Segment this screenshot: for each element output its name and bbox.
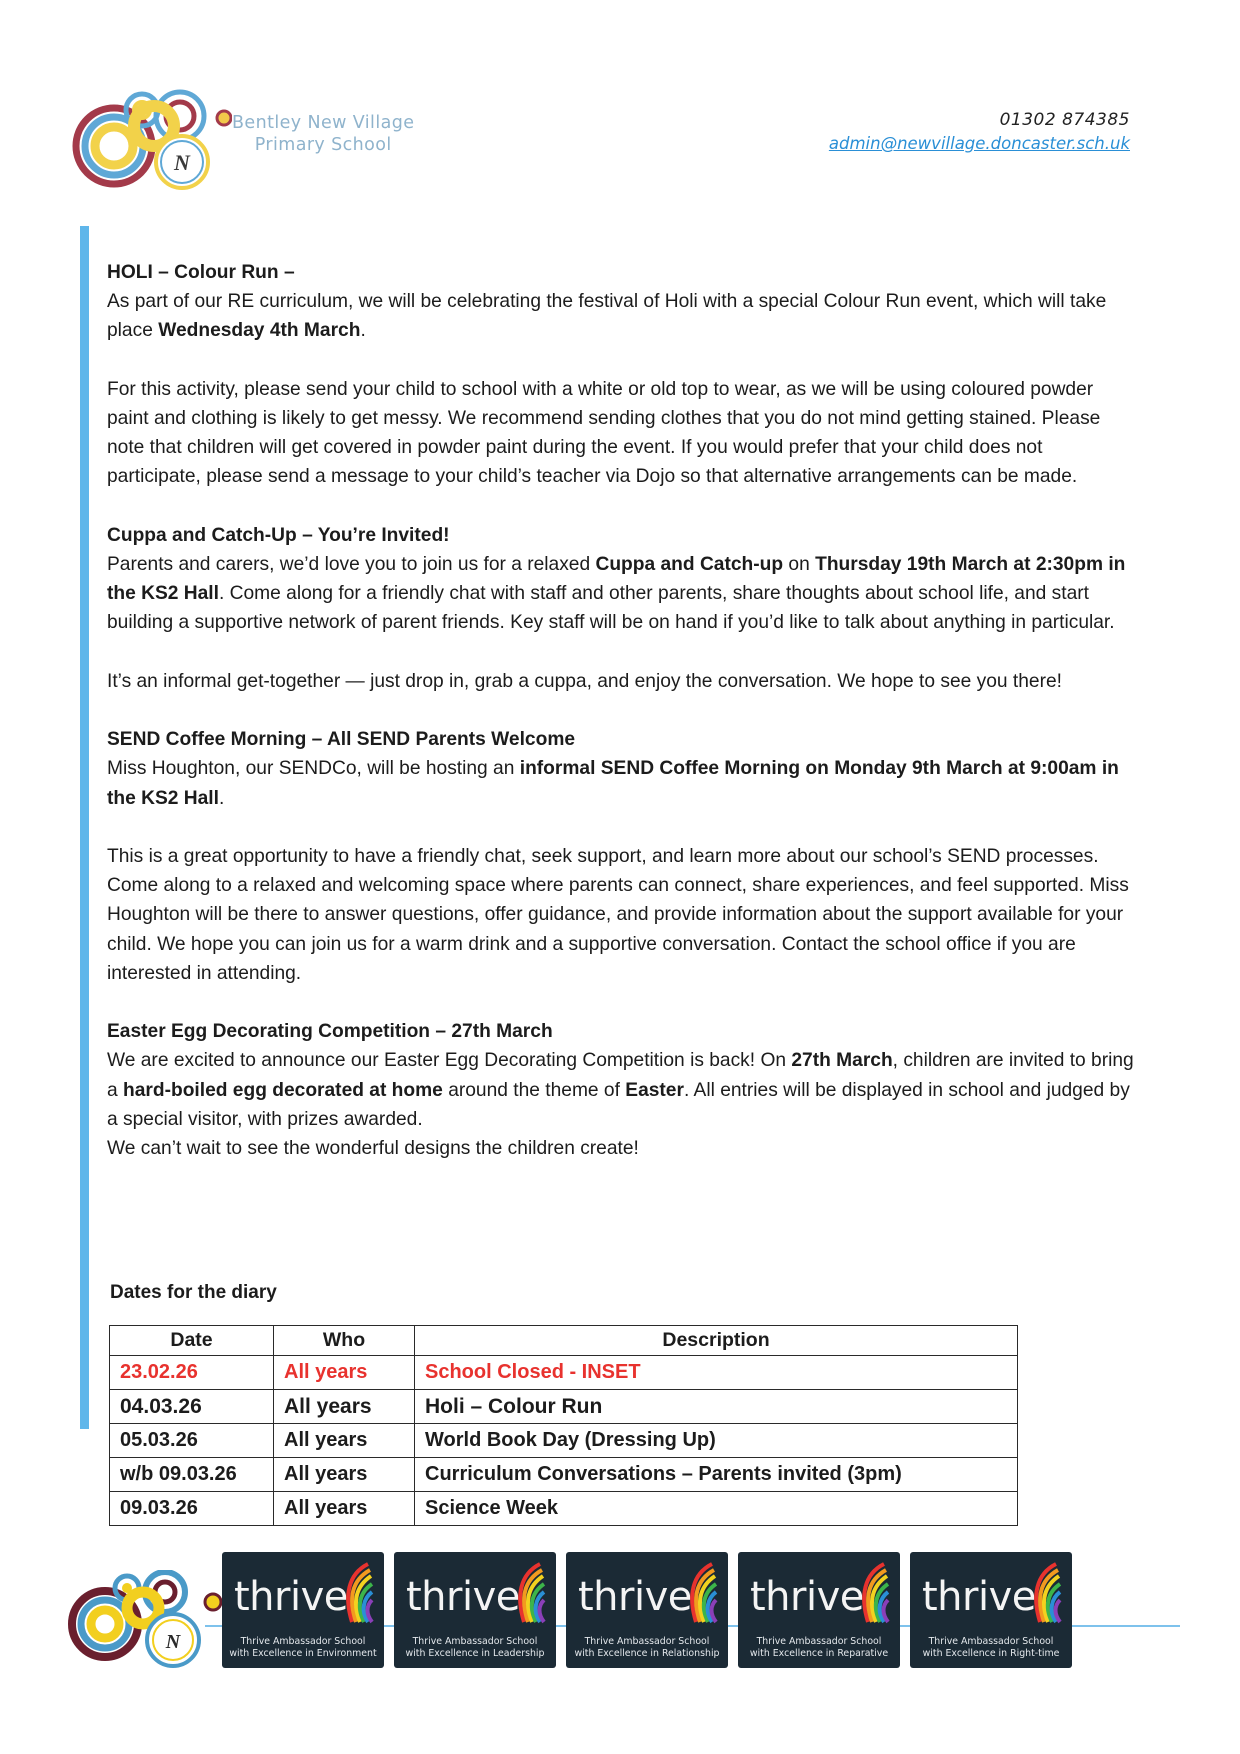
newsletter-content — [107, 258, 1137, 1163]
cell-who: All years — [274, 1424, 415, 1458]
phone-number: 01302 874385 — [999, 110, 1130, 130]
svg-text:N: N — [165, 1631, 181, 1653]
table-row — [110, 1356, 1018, 1390]
holi-paragraph-2: For this activity, please send your child to school with a white or old top to wear, as we will be using coloured powder paint and clothing is likely to get messy. We recommend sending clothes that you do not mind getting stained. Please note that children will get covered in powder paint during the event. If you would prefer that your child does not participate, please send a message to your child’s teacher via Dojo so that alternative arrangements can be made. — [107, 378, 1101, 488]
cuppa-event-name: Cuppa and Catch-up — [595, 554, 784, 575]
send-paragraph-2: This is a great opportunity to have a friendly chat, seek support, and learn more about our school’s SEND processes. Come along to a relaxed and welcoming space where parents can connect, share experiences, and feel supported. Miss Houghton will be there to answer questions, offer guidance, and provide information about the support available for your child. We hope you can join us for a warm drink and a supportive conversation. Contact the school office if you are interested in attending. — [107, 845, 1129, 984]
thrive-badge-caption — [738, 1636, 900, 1660]
thrive-badge-caption — [566, 1636, 728, 1660]
holi-title: HOLI – Colour Run – — [107, 262, 295, 283]
svg-text:N: N — [174, 150, 190, 175]
school-name — [232, 112, 414, 156]
badge-line-1: Thrive Ambassador School — [756, 1636, 882, 1647]
send-paragraph-1 — [107, 754, 1137, 812]
thrive-rainbow-feather-icon — [338, 1562, 374, 1626]
thrive-badge-caption — [910, 1636, 1072, 1660]
badge-line-1: Thrive Ambassador School — [584, 1636, 710, 1647]
thrive-wordmark: thrive — [406, 1574, 520, 1620]
table-row — [110, 1492, 1018, 1526]
badge-line-1: Thrive Ambassador School — [928, 1636, 1054, 1647]
holi-text: As part of our RE curriculum, we will be celebrating the festival of Holi with a special Colour Run event, which will take place — [107, 291, 1107, 342]
column-header-date: Date — [110, 1326, 274, 1356]
school-name-line2: Primary School — [254, 135, 392, 155]
easter-egg-requirement: hard-boiled egg decorated at home — [123, 1079, 443, 1101]
badge-line-2: with Excellence in Right-time — [922, 1648, 1060, 1659]
holi-date: Wednesday 4th March — [158, 320, 361, 342]
send-title: SEND Coffee Morning – All SEND Parents Welcome — [107, 729, 576, 751]
thrive-wordmark: thrive — [922, 1574, 1036, 1620]
cell-who: All years — [274, 1390, 415, 1424]
holi-paragraph-1 — [107, 287, 1137, 345]
badge-line-2: with Excellence in Leadership — [405, 1648, 545, 1659]
easter-text-2: , children are invited to bring a — [107, 1050, 1134, 1101]
cuppa-date-time: Thursday 19th March at 2:30pm in the KS2 Hall — [107, 554, 1126, 605]
thrive-badge-caption — [222, 1636, 384, 1660]
school-logo-circles-icon — [72, 88, 232, 198]
table-row — [110, 1424, 1018, 1458]
column-header-who: Who — [274, 1326, 415, 1356]
thrive-rainbow-feather-icon — [510, 1562, 546, 1626]
cuppa-text: Parents and carers, we’d love you to join us for a relaxed — [107, 554, 596, 575]
accent-side-bar — [80, 226, 89, 1429]
cuppa-text-rest: . Come along for a friendly chat with staff and other parents, share thoughts about school life, and start building a supportive network of parent friends. Key staff will be on hand if you’d like to talk about anything in particular. — [107, 583, 1115, 634]
send-event-details: informal SEND Coffee Morning on Monday 9th March at 9:00am in the KS2 Hall — [107, 758, 1119, 809]
thrive-badge-caption — [394, 1636, 556, 1660]
cell-who: All years — [274, 1492, 415, 1526]
thrive-badge-right-time — [910, 1552, 1072, 1668]
easter-theme: Easter — [625, 1079, 684, 1101]
easter-paragraph-1 — [107, 1046, 1137, 1134]
holi-text-end: . — [360, 320, 366, 342]
cuppa-section — [107, 521, 1137, 696]
thrive-badge-reparative — [738, 1552, 900, 1668]
badge-line-2: with Excellence in Relationship — [574, 1648, 720, 1659]
thrive-rainbow-feather-icon — [682, 1562, 718, 1626]
cuppa-paragraph-1 — [107, 550, 1137, 638]
cell-description: Science Week — [415, 1492, 1018, 1526]
thrive-wordmark: thrive — [578, 1574, 692, 1620]
diary-table — [109, 1325, 1018, 1526]
cell-description: Curriculum Conversations – Parents invited (3pm) — [415, 1458, 1018, 1492]
table-row — [110, 1390, 1018, 1424]
school-name-line1: Bentley New Village — [232, 113, 415, 133]
cell-date: w/b 09.03.26 — [110, 1458, 274, 1492]
thrive-rainbow-feather-icon — [1026, 1562, 1062, 1626]
diary-title: Dates for the diary — [110, 1282, 277, 1303]
column-header-description: Description — [415, 1326, 1018, 1356]
cell-who: All years — [274, 1356, 415, 1390]
easter-text: We are excited to announce our Easter Egg Decorating Competition is back! On — [107, 1050, 792, 1072]
easter-paragraph-2: We can’t wait to see the wonderful designs the children create! — [107, 1138, 639, 1159]
easter-text-4: . All entries will be displayed in school and judged by a special visitor, with prizes awarded. — [107, 1079, 1130, 1130]
send-text-end: . — [218, 787, 225, 809]
badge-line-1: Thrive Ambassador School — [240, 1636, 366, 1647]
easter-text-3: around the theme of — [442, 1079, 626, 1101]
easter-section — [107, 1017, 1137, 1163]
contact-block — [829, 108, 1130, 156]
easter-title: Easter Egg Decorating Competition – 27th March — [107, 1021, 553, 1043]
cell-description: Holi – Colour Run — [415, 1390, 1018, 1424]
table-row — [110, 1458, 1018, 1492]
thrive-wordmark: thrive — [234, 1574, 348, 1620]
cuppa-title: Cuppa and Catch-Up – You’re Invited! — [107, 524, 450, 546]
cell-date: 04.03.26 — [110, 1390, 274, 1424]
cell-description: School Closed - INSET — [415, 1356, 1018, 1390]
thrive-rainbow-feather-icon — [854, 1562, 890, 1626]
cell-date: 05.03.26 — [110, 1424, 274, 1458]
footer-school-logo-icon — [65, 1570, 235, 1670]
thrive-badge-environment — [222, 1552, 384, 1668]
cuppa-paragraph-2: It’s an informal get-together — just drop in, grab a cuppa, and enjoy the conversation. We hope to see you there! — [107, 670, 1062, 692]
email-link[interactable]: admin@newvillage.doncaster.sch.uk — [828, 134, 1130, 153]
holi-section — [107, 258, 1137, 492]
cell-who: All years — [274, 1458, 415, 1492]
diary-header-row — [110, 1326, 1018, 1356]
cell-date: 23.02.26 — [110, 1356, 274, 1390]
badge-line-2: with Excellence in Environment — [229, 1648, 377, 1659]
badge-line-1: Thrive Ambassador School — [412, 1636, 538, 1647]
cell-date: 09.03.26 — [110, 1492, 274, 1526]
send-section — [107, 725, 1137, 988]
badge-line-2: with Excellence in Reparative — [749, 1648, 889, 1659]
thrive-badge-leadership — [394, 1552, 556, 1668]
thrive-wordmark: thrive — [750, 1574, 864, 1620]
easter-date: 27th March — [791, 1050, 893, 1072]
thrive-badge-relationship — [566, 1552, 728, 1668]
cell-description: World Book Day (Dressing Up) — [415, 1424, 1018, 1458]
send-text: Miss Houghton, our SENDCo, will be hosting an — [107, 758, 520, 780]
footer — [0, 1530, 1240, 1670]
cuppa-text-on: on — [783, 554, 816, 575]
